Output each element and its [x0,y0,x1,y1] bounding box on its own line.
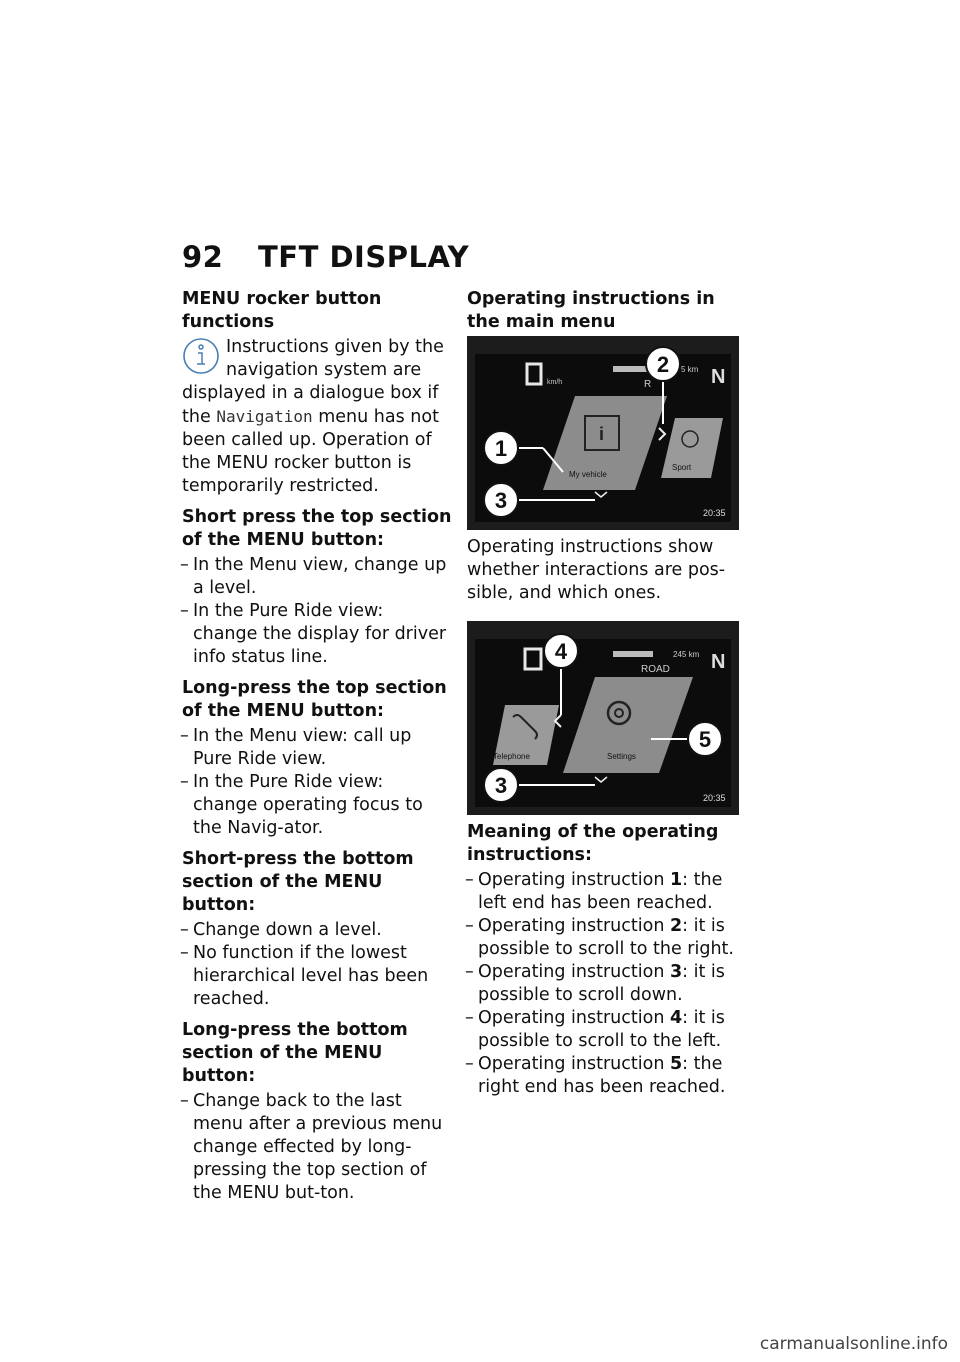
svg-text:3: 3 [494,773,508,798]
note-line-2: navigation system are [226,360,422,380]
list-item: – Operating instruction 3: it is possible to scroll down. [467,961,739,1007]
range-text: 245 km [673,650,700,659]
section-heading-long-top: Long-press the top section of the MENU button: [182,678,447,721]
page-number: 92 [182,240,224,274]
page-title: TFT DISPLAY [258,240,470,274]
list-item: – In the Pure Ride view: change the display for driver info status line. [182,600,452,669]
list-operating-instructions [467,869,739,1099]
tile-prev-label: Telephone [493,752,530,761]
note-text-a: displayed in a dialogue box if the [182,383,439,427]
right-column [467,288,739,1107]
tile-main-label: Settings [607,752,636,761]
section-heading-short-top: Short press the top section of the MENU button: [182,507,452,550]
list-item: – Change back to the last menu after a previous menu change effected by long-pressing the top section of the MENU but-ton. [182,1090,452,1205]
gear-indicator: N [711,651,726,673]
section-heading-long-bottom: Long-press the bottom section of the MENU button: [182,1020,408,1086]
navigation-menu-name: Navigation [216,407,313,426]
left-column [182,288,452,1213]
list-short-top [182,554,452,669]
note-body [182,382,452,498]
section-heading-main-menu: Operating instructions in the main menu [467,289,715,332]
list-item: – In the Menu view: call up Pure Ride view. [182,725,452,771]
tft-screen-figure-1 [467,336,739,530]
svg-text:i: i [599,424,605,444]
list-item: – Operating instruction 4: it is possible to scroll to the left. [467,1007,739,1053]
range-bar-icon [613,651,653,657]
mode-text: R [644,379,652,390]
clock-text: 20:35 [703,508,726,518]
svg-text:2: 2 [656,352,670,377]
note-line-1: Instructions given by the [226,337,444,357]
tft-screen-figure-2 [467,621,739,815]
list-item: – Change down a level. [182,919,452,942]
tile-next-label: Sport [672,463,692,472]
list-short-bottom [182,919,452,1011]
info-icon [180,336,224,380]
speed-unit: km/h [547,379,563,386]
section-heading-short-bottom: Short-press the bottom section of the MENU button: [182,849,414,915]
gear-indicator: N [711,366,726,388]
list-item: – Operating instruction 5: the right end has been reached. [467,1053,739,1099]
section-heading-menu-rocker: MENU rocker button functions [182,289,382,332]
list-item: – No function if the lowest hierarchical level has been reached. [182,942,452,1011]
svg-text:3: 3 [494,488,508,513]
info-note [182,336,452,498]
figure-caption: Operating instructions show whether interactions are pos-sible, and which ones. [467,537,726,603]
page-header [182,240,469,274]
tile-main-label: My vehicle [569,470,607,479]
section-heading-meaning: Meaning of the operating instructions: [467,822,719,865]
clock-text: 20:35 [703,793,726,803]
list-item: – In the Pure Ride view: change operating focus to the Navig-ator. [182,771,452,840]
list-item: – Operating instruction 1: the left end has been reached. [467,869,739,915]
list-long-top [182,725,452,840]
range-text: 5 km [681,365,699,374]
svg-text:1: 1 [494,436,508,461]
svg-text:4: 4 [554,639,568,664]
svg-text:5: 5 [698,727,712,752]
mode-text: ROAD [641,664,670,675]
list-item: – Operating instruction 2: it is possible to scroll to the right. [467,915,739,961]
note-text-b: menu has not been called up. Operation of the MENU rocker button is temporarily restricted. [182,407,439,496]
watermark: carmanualsonline.info [759,1334,948,1354]
list-long-bottom [182,1090,452,1205]
list-item: – In the Menu view, change up a level. [182,554,452,600]
